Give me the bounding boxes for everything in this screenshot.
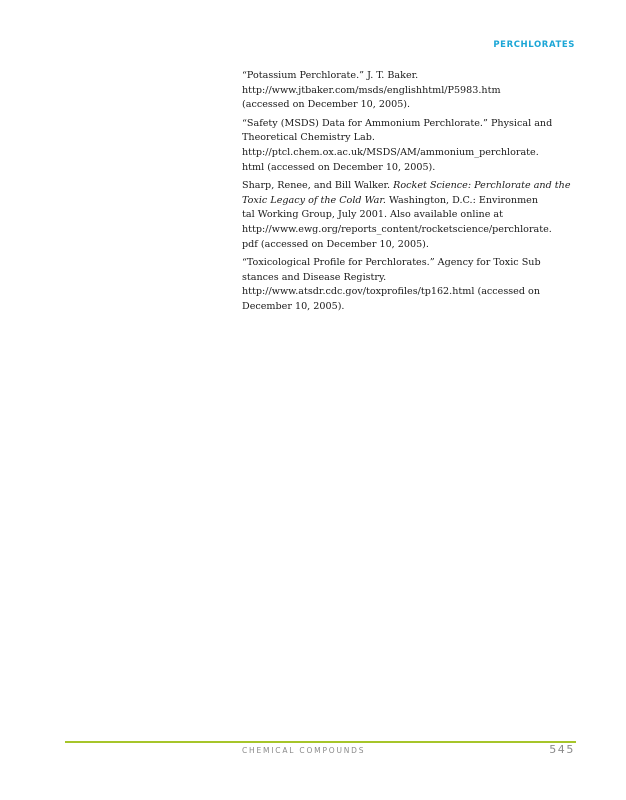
reference-entry-jtbaker <box>242 69 576 113</box>
reference-line: December 10, 2005). <box>242 300 345 312</box>
reference-entry-msds <box>242 117 576 175</box>
reference-line <box>242 194 576 209</box>
reference-line: html (accessed on December 10, 2005). <box>242 161 436 173</box>
reference-entry-atsdr <box>242 256 576 314</box>
reference-url[interactable]: http://www.jtbaker.com/msds/englishhtml/P5983.htm <box>242 84 501 96</box>
page-number: 545 <box>549 743 575 756</box>
footer-book-title: CHEMICAL COMPOUNDS <box>242 746 366 755</box>
reference-line: pdf (accessed on December 10, 2005). <box>242 238 429 250</box>
reference-publisher: Washington, D.C.: Environmen <box>385 194 539 206</box>
reference-line <box>242 179 576 194</box>
reference-entry-rocket-science <box>242 179 576 252</box>
reference-line: stances and Disease Registry. <box>242 271 387 283</box>
reference-line: Theoretical Chemistry Lab. <box>242 132 375 144</box>
reference-line: tal Working Group, July 2001. Also available online at <box>242 209 504 221</box>
reference-title: Rocket Science: Perchlorate and the <box>393 180 571 192</box>
reference-line: “Potassium Perchlorate.” J. T. Baker. <box>242 70 419 81</box>
reference-url[interactable]: http://ptcl.chem.ox.ac.uk/MSDS/AM/ammonium_perchlorate. <box>242 146 539 158</box>
reference-title: Toxic Legacy of the Cold War. <box>242 194 386 206</box>
reference-line: (accessed on December 10, 2005). <box>242 99 411 111</box>
reference-url[interactable]: http://www.atsdr.cdc.gov/toxprofiles/tp162.html (accessed on <box>242 286 541 298</box>
running-head: PERCHLORATES <box>493 40 575 50</box>
reference-list <box>242 69 576 319</box>
reference-line: “Safety (MSDS) Data for Ammonium Perchlorate.” Physical and <box>242 117 553 129</box>
reference-authors: Sharp, Renee, and Bill Walker. <box>242 180 394 192</box>
footer-divider <box>65 741 576 743</box>
reference-url[interactable]: http://www.ewg.org/reports_content/rocketscience/perchlorate. <box>242 223 552 235</box>
reference-line: “Toxicological Profile for Perchlorates.” Agency for Toxic Sub <box>242 257 541 269</box>
